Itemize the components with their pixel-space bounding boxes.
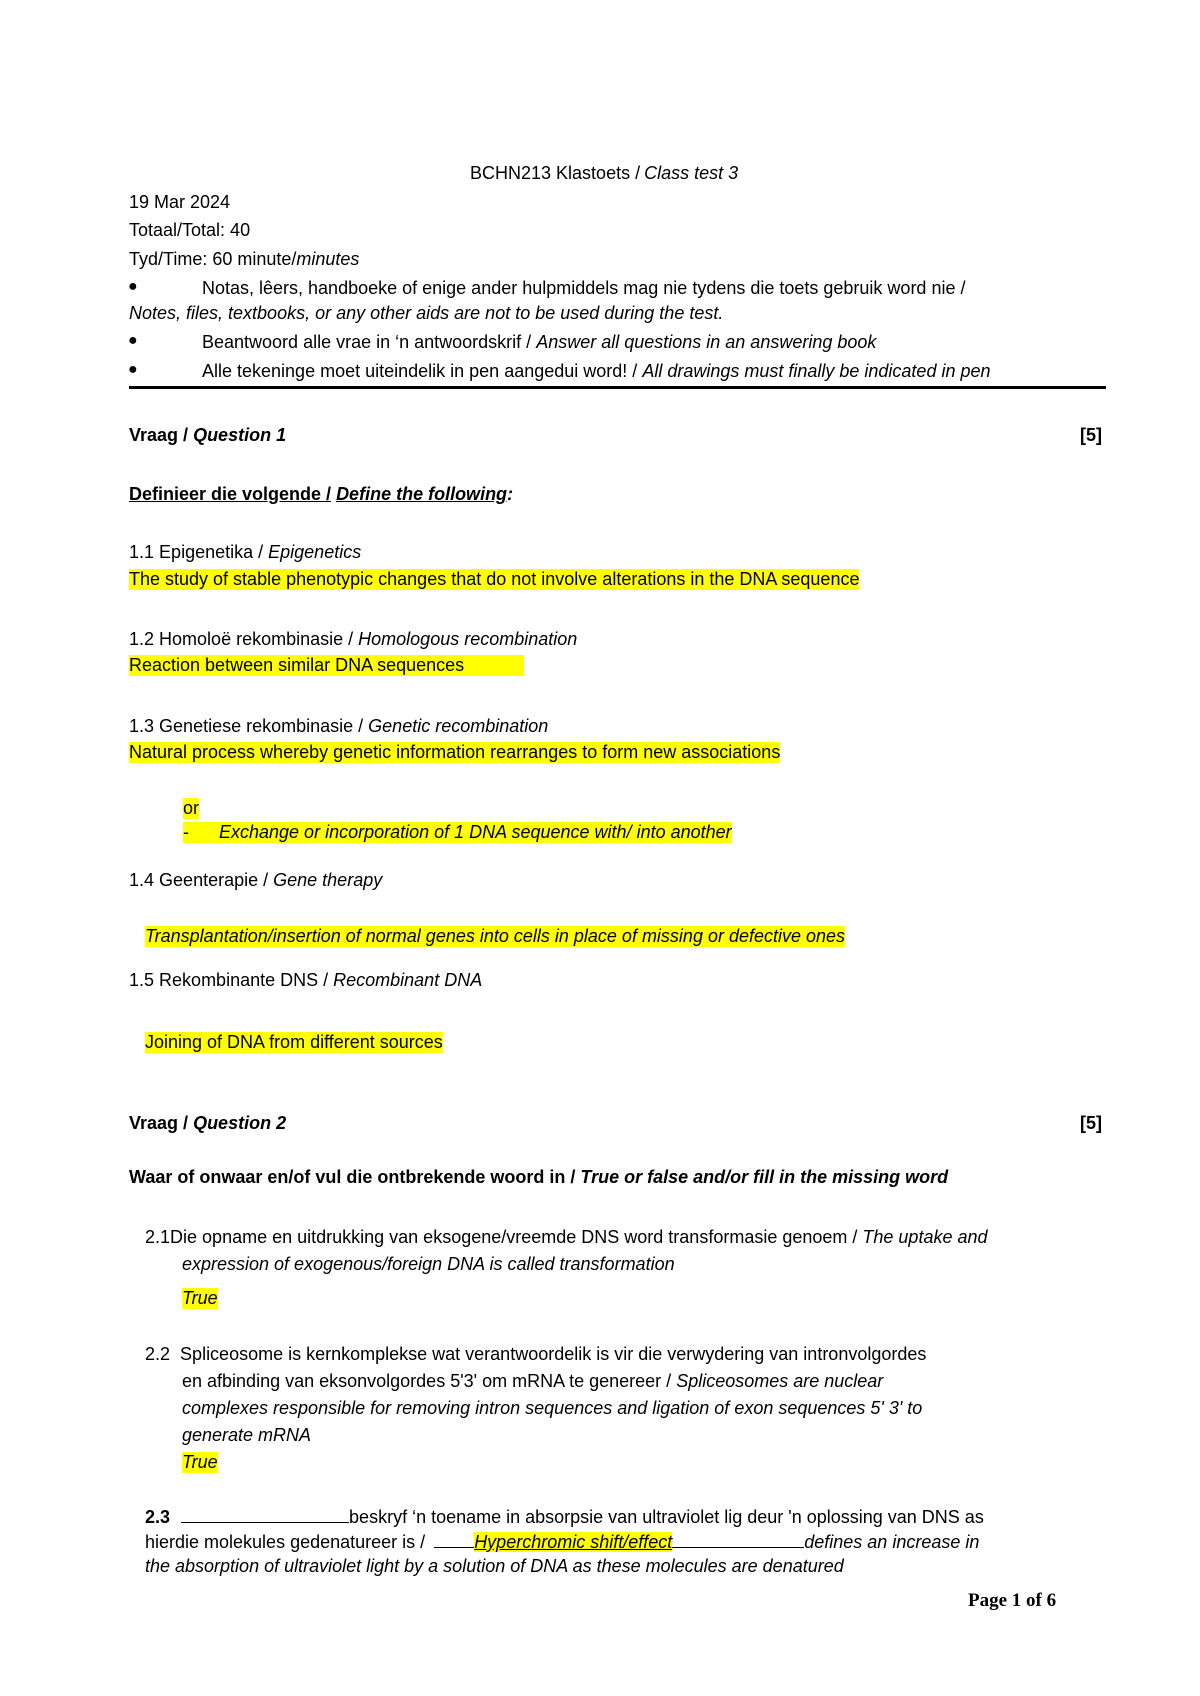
question-2-2-line3: complexes responsible for removing intron sequences and ligation of exon sequences 5' 3' to <box>182 1398 923 1418</box>
question-1-marks: [5] <box>1080 425 1102 445</box>
question-2-3: 2.3 beskryf ‘n toename in absorpsie van ultraviolet lig deur 'n oplossing van DNS as <box>145 1507 984 1527</box>
question-2-3-line2: hierdie molekules gedenatureer is / Hyperchromic shift/effect defines an increase in <box>145 1532 980 1552</box>
answer-2-3: Hyperchromic shift/effect <box>474 1532 673 1552</box>
title-af: BCHN213 Klastoets / <box>470 163 641 183</box>
fill-in-blank <box>672 1531 804 1548</box>
instruction-1-en: Notes, files, textbooks, or any other aids are not to be used during the test. <box>129 303 724 323</box>
header-divider <box>129 386 1106 389</box>
instruction-2: Beantwoord alle vrae in ‘n antwoordskrif / Answer all questions in an answering book <box>202 332 877 352</box>
answer-1-3-alt: - Exchange or incorporation of 1 DNA sequence with/ into another <box>183 822 732 842</box>
question-1-3: 1.3 Genetiese rekombinasie / Genetic recombination <box>129 716 549 736</box>
test-date: 19 Mar 2024 <box>129 192 231 212</box>
answer-1-1: The study of stable phenotypic changes that do not involve alterations in the DNA sequence <box>129 569 860 589</box>
question-1-4: 1.4 Geenterapie / Gene therapy <box>129 870 383 890</box>
answer-2-1: True <box>182 1288 218 1308</box>
question-2-heading: Vraag / Question 2 <box>129 1113 287 1133</box>
question-2-3-line3: the absorption of ultraviolet light by a solution of DNA as these molecules are denatured <box>145 1556 844 1576</box>
answer-1-4: Transplantation/insertion of normal genes into cells in place of missing or defective ones <box>145 926 846 946</box>
question-1-instruction: Definieer die volgende / Define the following: <box>129 484 514 504</box>
instruction-3: Alle tekeninge moet uiteindelik in pen aangedui word! / All drawings must finally be indicated in pen <box>202 361 991 381</box>
fill-in-blank <box>434 1531 474 1548</box>
question-1-heading: Vraag / Question 1 <box>129 425 287 445</box>
answer-1-5: Joining of DNA from different sources <box>145 1032 443 1052</box>
question-2-marks: [5] <box>1080 1113 1102 1133</box>
question-2-2-line2: en afbinding van eksonvolgordes 5'3' om mRNA te genereer / Spliceosomes are nuclear <box>182 1371 884 1391</box>
question-2-2: 2.2 Spliceosome is kernkomplekse wat verantwoordelik is vir die verwydering van intronvolgordes <box>145 1344 927 1364</box>
test-time <box>129 249 359 270</box>
test-title <box>470 163 738 184</box>
question-1-5: 1.5 Rekombinante DNS / Recombinant DNA <box>129 970 483 990</box>
question-2-1: 2.1Die opname en uitdrukking van eksogene/vreemde DNS word transformasie genoem / The uptake and <box>145 1227 988 1247</box>
answer-1-2: Reaction between similar DNA sequences <box>129 655 524 676</box>
instruction-1-af: Notas, lêers, handboeke of enige ander hulpmiddels mag nie tydens die toets gebruik word nie / <box>202 278 966 298</box>
title-en: Class test 3 <box>644 163 739 183</box>
question-2-2-line4: generate mRNA <box>182 1425 312 1445</box>
question-2-instruction: Waar of onwaar en/of vul die ontbrekende woord in / True or false and/or fill in the missing word <box>129 1167 949 1187</box>
answer-1-3-or: or <box>183 798 200 818</box>
answer-1-3: Natural process whereby genetic information rearranges to form new associations <box>129 742 781 762</box>
time-unit-en: minutes <box>296 249 360 269</box>
question-1-1: 1.1 Epigenetika / Epigenetics <box>129 542 362 562</box>
bullet-icon: ● <box>128 332 138 349</box>
bullet-icon: ● <box>128 278 138 295</box>
fill-in-blank <box>181 1506 349 1523</box>
question-2-1-line2: expression of exogenous/foreign DNA is called transformation <box>182 1254 675 1274</box>
test-total: Totaal/Total: 40 <box>129 220 251 240</box>
time-label: Tyd/Time: 60 minute/ <box>129 249 297 269</box>
question-1-2: 1.2 Homoloë rekombinasie / Homologous recombination <box>129 629 578 649</box>
bullet-icon: ● <box>128 361 138 378</box>
answer-2-2: True <box>182 1452 218 1472</box>
page-number: Page 1 of 6 <box>968 1590 1057 1611</box>
